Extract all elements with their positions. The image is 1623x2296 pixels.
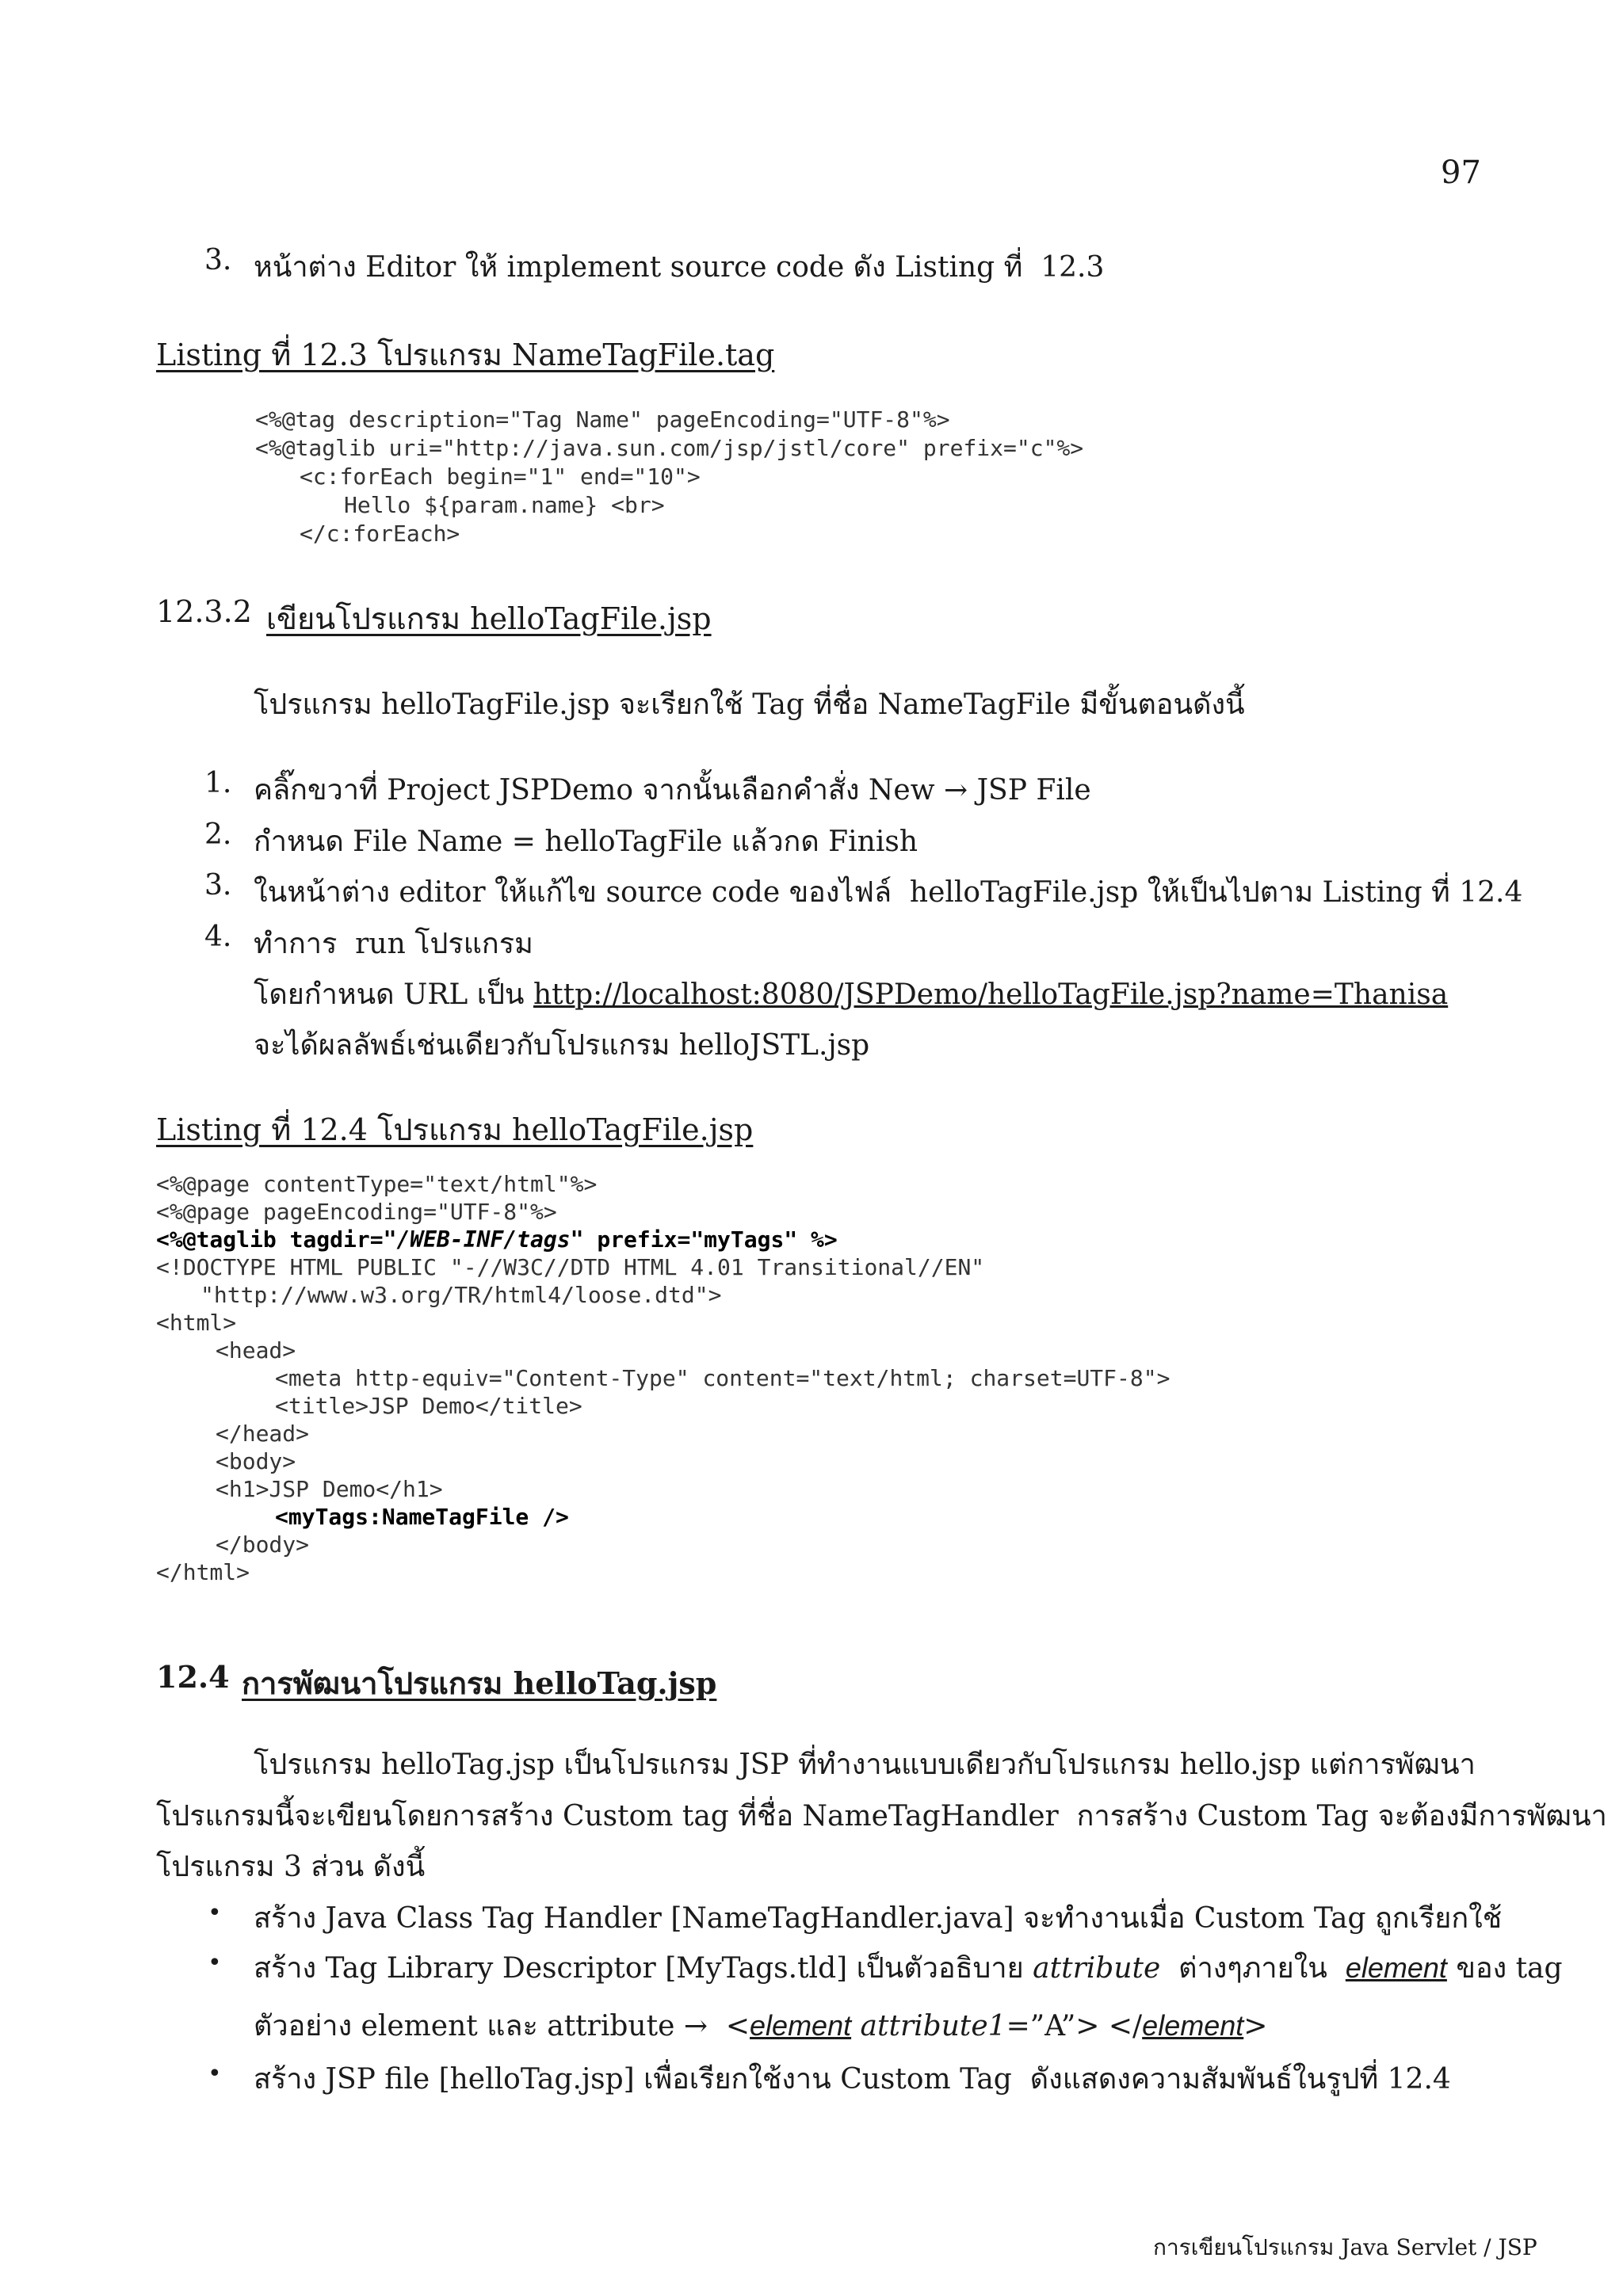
section-title: การพัฒนาโปรแกรม helloTag.jsp (242, 1665, 717, 1701)
listing-title: Listing ที่ 12.4 โปรแกรม helloTagFile.jsp (156, 1112, 754, 1147)
attribute-term: attribute (1033, 1952, 1161, 1985)
step-text: ในหน้าต่าง editor ให้แก้ไข source code ของไฟล์ helloTagFile.jsp ให้เป็นไปตาม Listing ที่ 12.4 (254, 876, 1523, 909)
step-number: 4. (204, 921, 232, 953)
code-line: <h1>JSP Demo</h1> (216, 1476, 443, 1502)
section-number: 12.3.2 (156, 594, 252, 629)
text-span: ตัวอย่าง element และ attribute → < (254, 2010, 750, 2042)
url-prefix: โดยกำหนด URL เป็น (254, 978, 533, 1011)
element-term: element (1345, 1951, 1447, 1984)
code-line: <html> (156, 1310, 237, 1336)
code-line: </html> (156, 1559, 250, 1585)
bullet-text (254, 1945, 1563, 1990)
bullet-text: สร้าง Java Class Tag Handler [NameTagHandler.java] จะทำงานเมื่อ Custom Tag ถูกเรียกใช้ (254, 1902, 1503, 1935)
code-line: <%@page pageEncoding="UTF-8"%> (156, 1199, 557, 1225)
paragraph-line: โปรแกรม 3 ส่วน ดังนี้ (156, 1851, 426, 1883)
code-line: </head> (216, 1421, 310, 1447)
code-line: <c:forEach begin="1" end="10"> (300, 463, 701, 490)
paragraph: โปรแกรม helloTagFile.jsp จะเรียกใช้ Tag ที่ชื่อ NameTagFile มีขั้นตอนดังนี้ (254, 688, 1245, 721)
section-title: เขียนโปรแกรม helloTagFile.jsp (266, 601, 712, 636)
code-string: "/WEB-INF/tags" (383, 1226, 584, 1253)
code-line (156, 1226, 838, 1253)
code-line: <%@taglib uri="http://java.sun.com/jsp/jstl/core" prefix="c"%> (255, 435, 1084, 461)
code-attr: tagdir= (289, 1226, 384, 1253)
step-text: ทำการ run โปรแกรม (254, 928, 533, 960)
code-line: <body> (216, 1448, 296, 1474)
bullet-text: สร้าง JSP file [helloTag.jsp] เพื่อเรียกใช้งาน Custom Tag ดังแสดงความสัมพันธ์ในรูปที่ 12.4 (254, 2063, 1451, 2096)
step-number: 2. (204, 818, 232, 851)
code-keyword: prefix="myTags" %> (583, 1226, 838, 1253)
url-line (254, 971, 1448, 1016)
text-span: =”A”> </ (1006, 2010, 1143, 2042)
example-line (254, 2003, 1267, 2048)
step-text: หน้าต่าง Editor ให้ implement source code ดัง Listing ที่ 12.3 (254, 251, 1105, 284)
step-number: 3. (204, 244, 232, 277)
code-keyword: <%@taglib (156, 1226, 290, 1253)
code-line: "http://www.w3.org/TR/html4/loose.dtd"> (200, 1282, 722, 1308)
step-text: กำหนด File Name = helloTagFile แล้วกด Finish (254, 826, 918, 858)
element-term: element (1142, 2009, 1244, 2042)
result-text: จะได้ผลลัพธ์เช่นเดียวกับโปรแกรม helloJSTL.jsp (254, 1029, 870, 1062)
text-span: > (1243, 2010, 1268, 2042)
code-line: </c:forEach> (300, 521, 460, 547)
section-number: 12.4 (156, 1659, 230, 1695)
code-line: <%@tag description="Tag Name" pageEncoding="UTF-8"%> (255, 406, 950, 433)
bullet-icon: • (208, 2060, 222, 2088)
code-line: <meta http-equiv="Content-Type" content="text/html; charset=UTF-8"> (275, 1365, 1170, 1391)
code-line (275, 1504, 569, 1530)
code-line: <%@page contentType="text/html"%> (156, 1171, 598, 1197)
step-number: 3. (204, 869, 232, 902)
paragraph-line: โปรแกรม helloTag.jsp เป็นโปรแกรม JSP ที่ทำงานแบบเดียวกับโปรแกรม hello.jsp แต่การพัฒนา (254, 1749, 1476, 1781)
code-line: <!DOCTYPE HTML PUBLIC "-//W3C//DTD HTML 4.01 Transitional//EN" (156, 1254, 985, 1280)
code-line: </body> (216, 1531, 310, 1558)
code-line: Hello ${param.name} <br> (344, 492, 665, 518)
step-number: 1. (204, 767, 232, 799)
listing-title: Listing ที่ 12.3 โปรแกรม NameTagFile.tag (156, 338, 775, 372)
page-footer: การเขียนโปรแกรม Java Servlet / JSP (1153, 2234, 1537, 2260)
code-line: <head> (216, 1337, 296, 1363)
paragraph-line: โปรแกรมนี้จะเขียนโดยการสร้าง Custom tag ที่ชื่อ NameTagHandler การสร้าง Custom Tag จะต้องมีการพัฒนา (156, 1800, 1607, 1833)
bullet-icon: • (208, 1949, 222, 1977)
localhost-url-link[interactable]: http://localhost:8080/JSPDemo/helloTagFile.jsp?name=Thanisa (533, 978, 1449, 1011)
attribute-term: attribute1 (851, 2010, 1006, 2042)
page-number: 97 (1441, 154, 1481, 191)
code-custom-tag: <myTags:NameTagFile /> (275, 1504, 569, 1530)
text-span: สร้าง Tag Library Descriptor [MyTags.tld] เป็นตัวอธิบาย (254, 1952, 1033, 1985)
bullet-icon: • (208, 1899, 222, 1927)
step-text: คลิ๊กขวาที่ Project JSPDemo จากนั้นเลือกคำสั่ง New → JSP File (254, 774, 1091, 807)
code-line: <title>JSP Demo</title> (275, 1393, 582, 1419)
text-span: ของ tag (1446, 1952, 1563, 1985)
text-span: ต่างๆภายใน (1160, 1952, 1346, 1985)
element-term: element (750, 2009, 852, 2042)
